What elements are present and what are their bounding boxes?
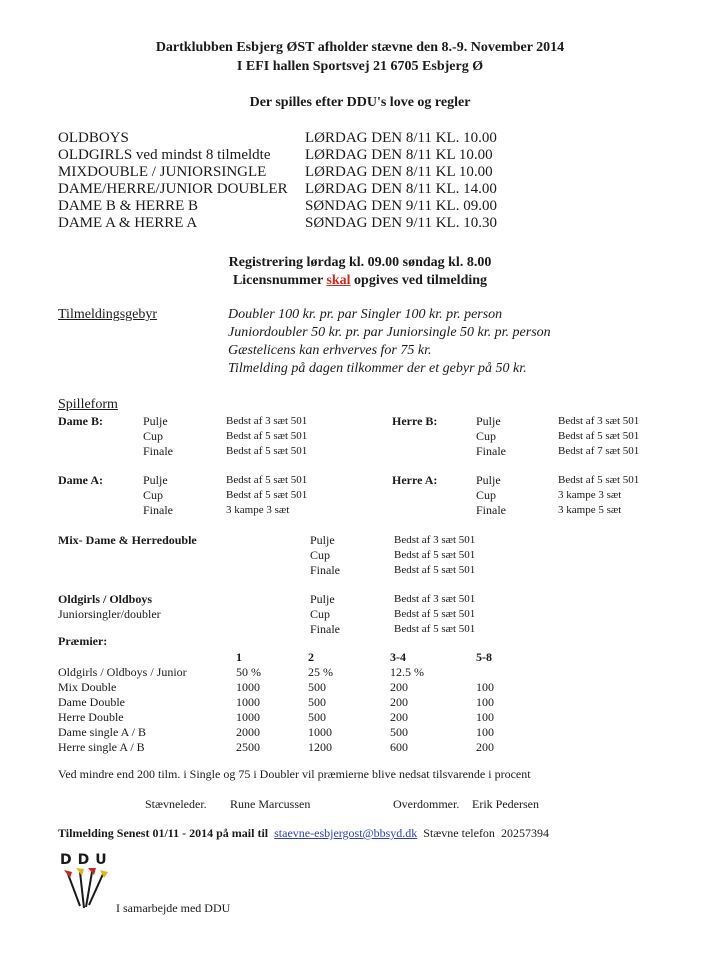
- fee-line: Gæstelicens kan erhverves for 75 kr.: [228, 343, 432, 358]
- herre-a-title: Herre A:: [392, 473, 438, 487]
- format-label: Bedst af 3 sæt 501: [394, 593, 476, 605]
- format-label: Bedst af 3 sæt 501: [558, 415, 640, 427]
- stage-label: Finale: [476, 503, 506, 517]
- signup-email-link[interactable]: staevne-esbjergost@bbsyd.dk: [274, 826, 418, 840]
- schedule-time: LØRDAG DEN 8/11 KL 10.00: [305, 147, 493, 163]
- dame-a-title: Dame A:: [58, 473, 103, 487]
- schedule-time: LØRDAG DEN 8/11 KL 10.00: [305, 164, 493, 180]
- prize-header: [236, 650, 308, 665]
- ddu-logo: [58, 852, 113, 912]
- license-pre: Licensnummer: [232, 273, 327, 288]
- schedule-event: DAME B & HERRE B: [58, 198, 199, 214]
- prize-category: Dame single A / B: [58, 725, 146, 739]
- format-label: Bedst af 5 sæt 501: [394, 564, 476, 576]
- stage-label: Cup: [143, 488, 164, 502]
- registration-line: Registrering lørdag kl. 09.00 søndag kl. 8.00: [228, 255, 492, 270]
- prize-header-text: 1: [236, 650, 242, 664]
- prize-category: Dame Double: [58, 695, 125, 709]
- prize-header-text: 3-4: [390, 650, 406, 664]
- prizes-label: Præmier:: [58, 634, 108, 648]
- prize-cell: 200: [390, 695, 408, 709]
- prize-header: [308, 650, 390, 665]
- darts-icon: [58, 852, 110, 912]
- stage-label: Finale: [310, 563, 340, 577]
- format-label: 3 kampe 3 sæt: [226, 504, 290, 516]
- header-line1: Dartklubben Esbjerg ØST afholder stævne den 8.-9. November 2014: [155, 40, 565, 55]
- prize-cell: 100: [476, 695, 494, 709]
- prize-cell: 200: [390, 710, 408, 724]
- stage-label: Cup: [143, 429, 164, 443]
- prize-cell: 1000: [236, 695, 260, 709]
- prize-header-text: 5-8: [476, 650, 492, 664]
- license-line: [0, 273, 720, 289]
- herre-b-title: Herre B:: [392, 414, 438, 428]
- prize-cell: 100: [476, 725, 494, 739]
- fee-line: Tilmelding på dagen tilkommer der et gebyr på 50 kr.: [228, 361, 527, 376]
- stage-label: Cup: [476, 429, 497, 443]
- schedule-event: OLDGIRLS ved mindst 8 tilmeldte: [58, 147, 271, 163]
- spilleform-label: Spilleform: [58, 397, 118, 412]
- stage-label: Pulje: [476, 473, 501, 487]
- stage-label: Cup: [310, 607, 331, 621]
- prize-cell: 500: [308, 695, 326, 709]
- stage-label: Pulje: [143, 414, 168, 428]
- prize-cell: 500: [390, 725, 408, 739]
- stage-label: Finale: [143, 503, 173, 517]
- prize-header: [476, 650, 536, 665]
- prize-cell: 1200: [308, 740, 332, 754]
- cooperation-text: I samarbejde med DDU: [116, 901, 231, 915]
- prize-category: Herre single A / B: [58, 740, 145, 754]
- fee-line: Juniordoubler 50 kr. pr. par Juniorsingle 50 kr. pr. person: [228, 325, 551, 340]
- table-row: [58, 740, 536, 755]
- schedule-event: DAME/HERRE/JUNIOR DOUBLER: [58, 181, 288, 197]
- table-row: [58, 680, 536, 695]
- schedule-time: LØRDAG DEN 8/11 KL. 10.00: [305, 130, 497, 146]
- format-label: Bedst af 5 sæt 501: [394, 608, 476, 620]
- prize-note: Ved mindre end 200 tilm. i Single og 75 i Doubler vil præmierne blive nedsat tilsvarende i procent: [58, 767, 531, 781]
- prize-category: Oldgirls / Oldboys / Junior: [58, 665, 187, 679]
- signup-deadline: Tilmelding Senest 01/11 - 2014 på mail til: [58, 826, 269, 840]
- fees-label: Tilmeldingsgebyr: [58, 307, 158, 322]
- leader-label: Stævneleder.: [145, 797, 207, 811]
- table-row: [58, 725, 536, 740]
- prize-header: [390, 650, 476, 665]
- format-label: 3 kampe 3 sæt: [558, 489, 622, 501]
- schedule-event: MIXDOUBLE / JUNIORSINGLE: [58, 164, 267, 180]
- prize-cell: 100: [476, 710, 494, 724]
- schedule-event: OLDBOYS: [58, 130, 129, 146]
- format-label: Bedst af 5 sæt 501: [394, 549, 476, 561]
- format-label: Bedst af 7 sæt 501: [558, 445, 640, 457]
- table-row: [58, 665, 536, 680]
- leader-name: Rune Marcussen: [230, 797, 311, 811]
- signup-line: [58, 826, 549, 841]
- prize-cell: 1000: [308, 725, 332, 739]
- fee-line: Doubler 100 kr. pr. par Singler 100 kr. pr. person: [228, 307, 503, 322]
- dame-b-title: Dame B:: [58, 414, 103, 428]
- schedule-time: SØNDAG DEN 9/11 KL. 09.00: [305, 198, 497, 214]
- format-label: 3 kampe 5 sæt: [558, 504, 622, 516]
- header-line2: I EFI hallen Sportsvej 21 6705 Esbjerg Ø: [236, 59, 484, 74]
- format-label: Bedst af 5 sæt 501: [226, 445, 308, 457]
- old-title: Oldgirls / Oldboys: [58, 592, 153, 606]
- stage-label: Finale: [143, 444, 173, 458]
- judge-name: Erik Pedersen: [472, 797, 539, 811]
- format-label: Bedst af 3 sæt 501: [394, 534, 476, 546]
- schedule-time: SØNDAG DEN 9/11 KL. 10.30: [305, 215, 497, 231]
- prize-category: Mix Double: [58, 680, 117, 694]
- license-emphasis: skal: [326, 273, 351, 288]
- mix-title: Mix- Dame & Herredouble: [58, 533, 197, 547]
- prize-cell: 25 %: [308, 665, 333, 679]
- prize-cell: 500: [308, 710, 326, 724]
- prize-cell: 12.5 %: [390, 665, 424, 679]
- stage-label: Pulje: [310, 592, 335, 606]
- stage-label: Pulje: [476, 414, 501, 428]
- format-label: Bedst af 5 sæt 501: [558, 430, 640, 442]
- rules-line: Der spilles efter DDU's love og regler: [249, 95, 471, 110]
- stage-label: Cup: [476, 488, 497, 502]
- prize-cell: 200: [476, 740, 494, 754]
- prize-cell: 2500: [236, 740, 260, 754]
- format-label: Bedst af 5 sæt 501: [226, 474, 308, 486]
- table-row: [58, 650, 536, 665]
- prize-cell: 200: [390, 680, 408, 694]
- format-label: Bedst af 5 sæt 501: [558, 474, 640, 486]
- phone-label: Stævne telefon: [423, 826, 495, 840]
- table-row: [58, 695, 536, 710]
- table-row: [58, 710, 536, 725]
- prize-cell: 500: [308, 680, 326, 694]
- stage-label: Cup: [310, 548, 331, 562]
- prize-cell: [476, 665, 536, 680]
- stage-label: Pulje: [310, 533, 335, 547]
- stage-label: Finale: [310, 622, 340, 636]
- prize-cell: 1000: [236, 710, 260, 724]
- prize-table: [58, 650, 536, 755]
- old-subtitle: Juniorsingler/doubler: [58, 607, 161, 621]
- format-label: Bedst af 5 sæt 501: [226, 489, 308, 501]
- phone-number: 20257394: [500, 826, 549, 840]
- prize-cell: 2000: [236, 725, 260, 739]
- prize-header-text: 2: [308, 650, 314, 664]
- format-label: Bedst af 5 sæt 501: [394, 623, 476, 635]
- prize-cell: 600: [390, 740, 408, 754]
- stage-label: Pulje: [143, 473, 168, 487]
- format-label: Bedst af 3 sæt 501: [226, 415, 308, 427]
- prize-cell: 1000: [236, 680, 260, 694]
- schedule-time: LØRDAG DEN 8/11 KL. 14.00: [305, 181, 497, 197]
- prize-cell: 50 %: [236, 665, 261, 679]
- schedule-event: DAME A & HERRE A: [58, 215, 198, 231]
- prize-cell: [58, 650, 236, 665]
- prize-category: Herre Double: [58, 710, 124, 724]
- prize-cell: 100: [476, 680, 494, 694]
- judge-label: Overdommer.: [393, 797, 460, 811]
- ddu-logo-text: DDU: [60, 852, 113, 868]
- stage-label: Finale: [476, 444, 506, 458]
- format-label: Bedst af 5 sæt 501: [226, 430, 308, 442]
- license-post: opgives ved tilmelding: [350, 273, 488, 288]
